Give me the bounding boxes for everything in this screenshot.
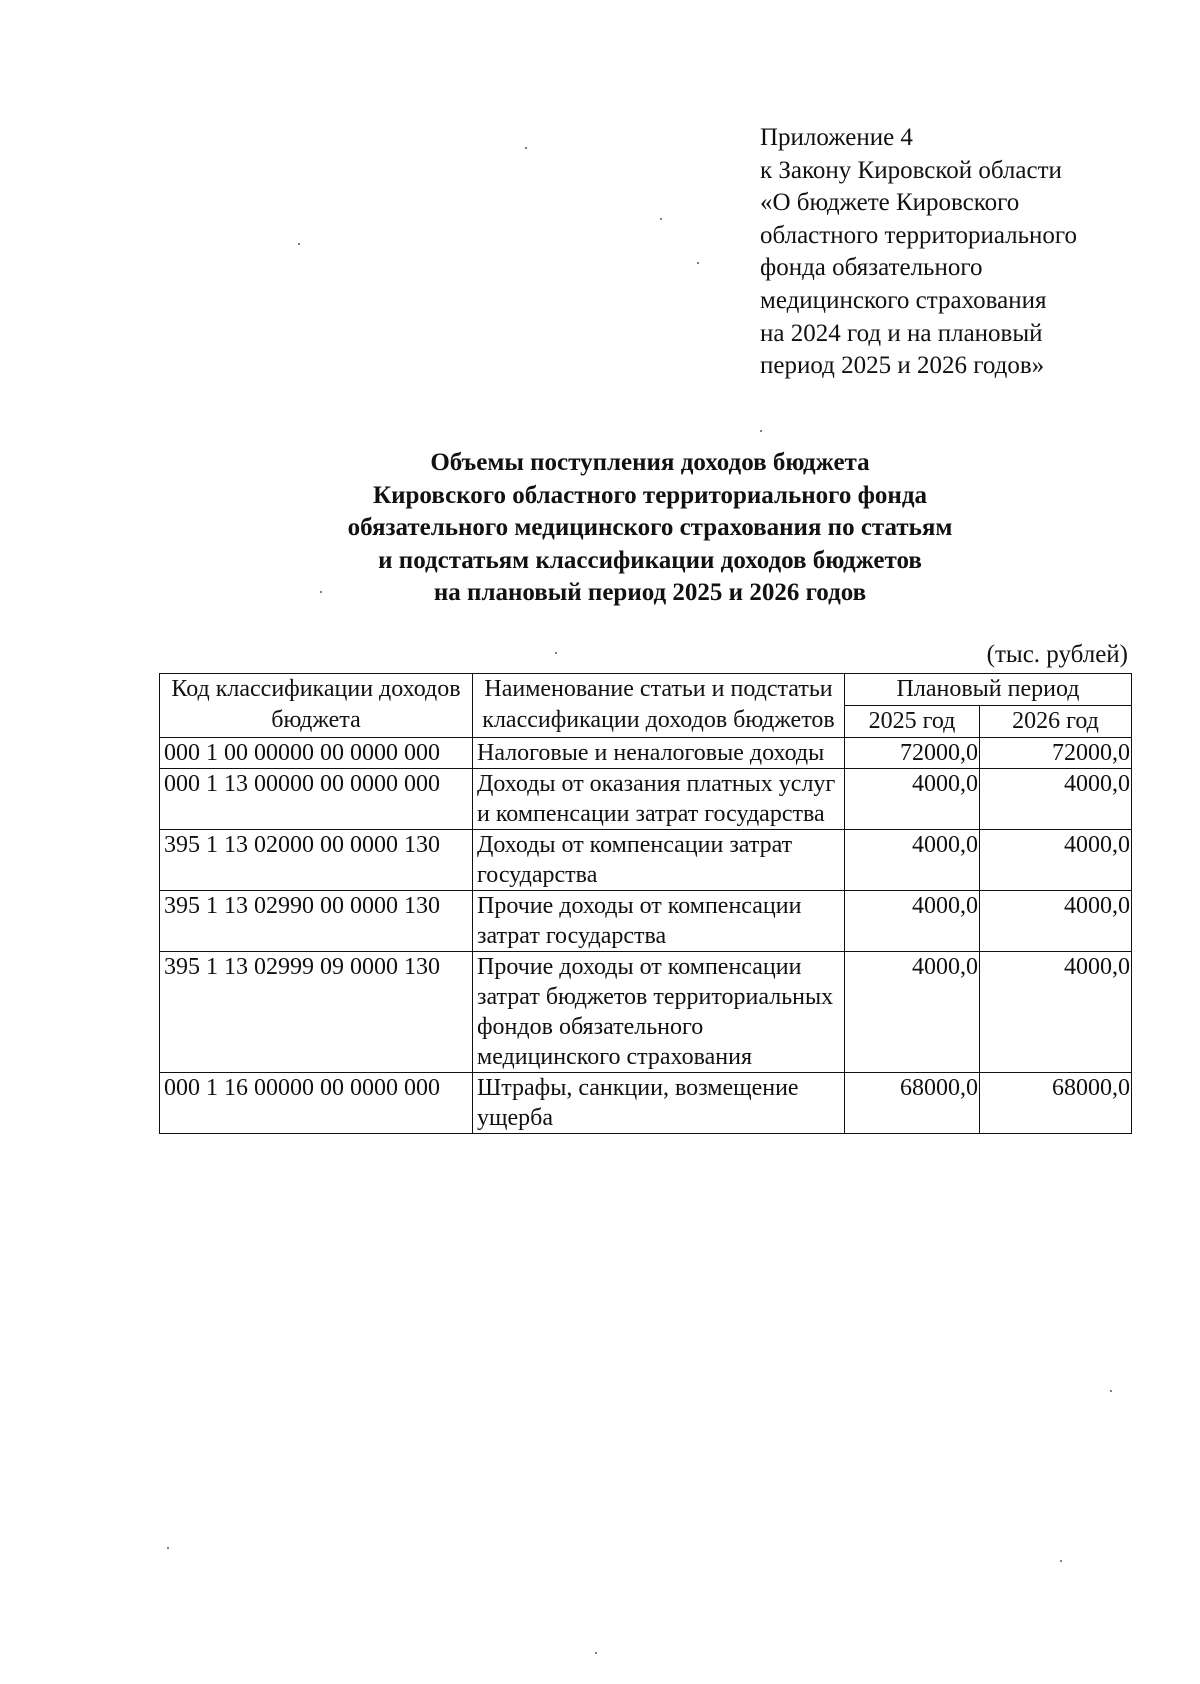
cell-2025: 4000,0 <box>845 952 980 1073</box>
cell-name: Штрафы, санкции, возмещение ущерба <box>473 1073 845 1134</box>
appendix-line: к Закону Кировской области <box>760 156 1062 184</box>
scan-speck <box>1060 1560 1062 1562</box>
cell-2026: 4000,0 <box>980 769 1132 830</box>
header-period: Плановый период <box>845 674 1132 706</box>
appendix-line: медицинского страхования <box>760 286 1047 314</box>
appendix-line: фонда обязательного <box>760 254 983 282</box>
cell-code: 395 1 13 02990 00 0000 130 <box>160 891 473 952</box>
cell-2026: 4000,0 <box>980 952 1132 1073</box>
unit-label: (тыс. рублей) <box>986 641 1128 668</box>
appendix-line: областного территориального <box>760 221 1078 249</box>
title-line: Кировского областного территориального фонда <box>373 481 927 509</box>
cell-2026: 4000,0 <box>980 891 1132 952</box>
cell-name: Доходы от оказания платных услуг и компенсации затрат государства <box>473 769 845 830</box>
title-line: и подстатьям классификации доходов бюджетов <box>378 546 922 574</box>
revenue-table <box>159 673 1132 1134</box>
scan-speck <box>1110 1390 1112 1392</box>
header-name: Наименование статьи и подстатьи классификации доходов бюджетов <box>473 674 845 738</box>
cell-2025: 4000,0 <box>845 830 980 891</box>
cell-2025: 4000,0 <box>845 769 980 830</box>
scan-speck <box>320 591 322 593</box>
cell-code: 395 1 13 02000 00 0000 130 <box>160 830 473 891</box>
scan-speck <box>298 243 300 245</box>
cell-2025: 68000,0 <box>845 1073 980 1134</box>
table-row <box>160 1073 1132 1134</box>
cell-name: Прочие доходы от компенсации затрат бюджетов территориальных фондов обязательного медицинского страхования <box>473 952 845 1073</box>
cell-name: Прочие доходы от компенсации затрат государства <box>473 891 845 952</box>
scan-speck <box>760 430 762 432</box>
appendix-line: Приложение 4 <box>760 124 913 151</box>
cell-2025: 72000,0 <box>845 738 980 769</box>
cell-2026: 4000,0 <box>980 830 1132 891</box>
scan-speck <box>555 652 557 654</box>
cell-2026: 72000,0 <box>980 738 1132 769</box>
scan-speck <box>595 1652 597 1654</box>
cell-name: Доходы от компенсации затрат государства <box>473 830 845 891</box>
scan-speck <box>660 218 662 220</box>
appendix-header <box>760 122 1160 383</box>
cell-code: 395 1 13 02999 09 0000 130 <box>160 952 473 1073</box>
cell-code: 000 1 13 00000 00 0000 000 <box>160 769 473 830</box>
header-code: Код классификации доходов бюджета <box>160 674 473 738</box>
cell-code: 000 1 00 00000 00 0000 000 <box>160 738 473 769</box>
table-row <box>160 952 1132 1073</box>
cell-2025: 4000,0 <box>845 891 980 952</box>
table-row <box>160 891 1132 952</box>
title-line: Объемы поступления доходов бюджета <box>430 449 870 476</box>
scan-speck <box>525 147 527 149</box>
table-row <box>160 738 1132 769</box>
appendix-line: «О бюджете Кировского <box>760 189 1020 217</box>
header-year-2025: 2025 год <box>845 706 980 738</box>
appendix-line: период 2025 и 2026 годов» <box>760 352 1045 380</box>
cell-2026: 68000,0 <box>980 1073 1132 1134</box>
title-line: обязательного медицинского страхования по статьям <box>347 514 953 541</box>
document-title <box>160 447 1140 610</box>
scan-speck <box>167 1547 169 1549</box>
scan-speck <box>697 262 699 264</box>
cell-name: Налоговые и неналоговые доходы <box>473 738 845 769</box>
title-line: на плановый период 2025 и 2026 годов <box>433 579 867 606</box>
table-row <box>160 769 1132 830</box>
header-year-2026: 2026 год <box>980 706 1132 738</box>
appendix-line: на 2024 год и на плановый <box>760 319 1043 347</box>
cell-code: 000 1 16 00000 00 0000 000 <box>160 1073 473 1134</box>
table-header-row <box>160 674 1132 706</box>
table-row <box>160 830 1132 891</box>
